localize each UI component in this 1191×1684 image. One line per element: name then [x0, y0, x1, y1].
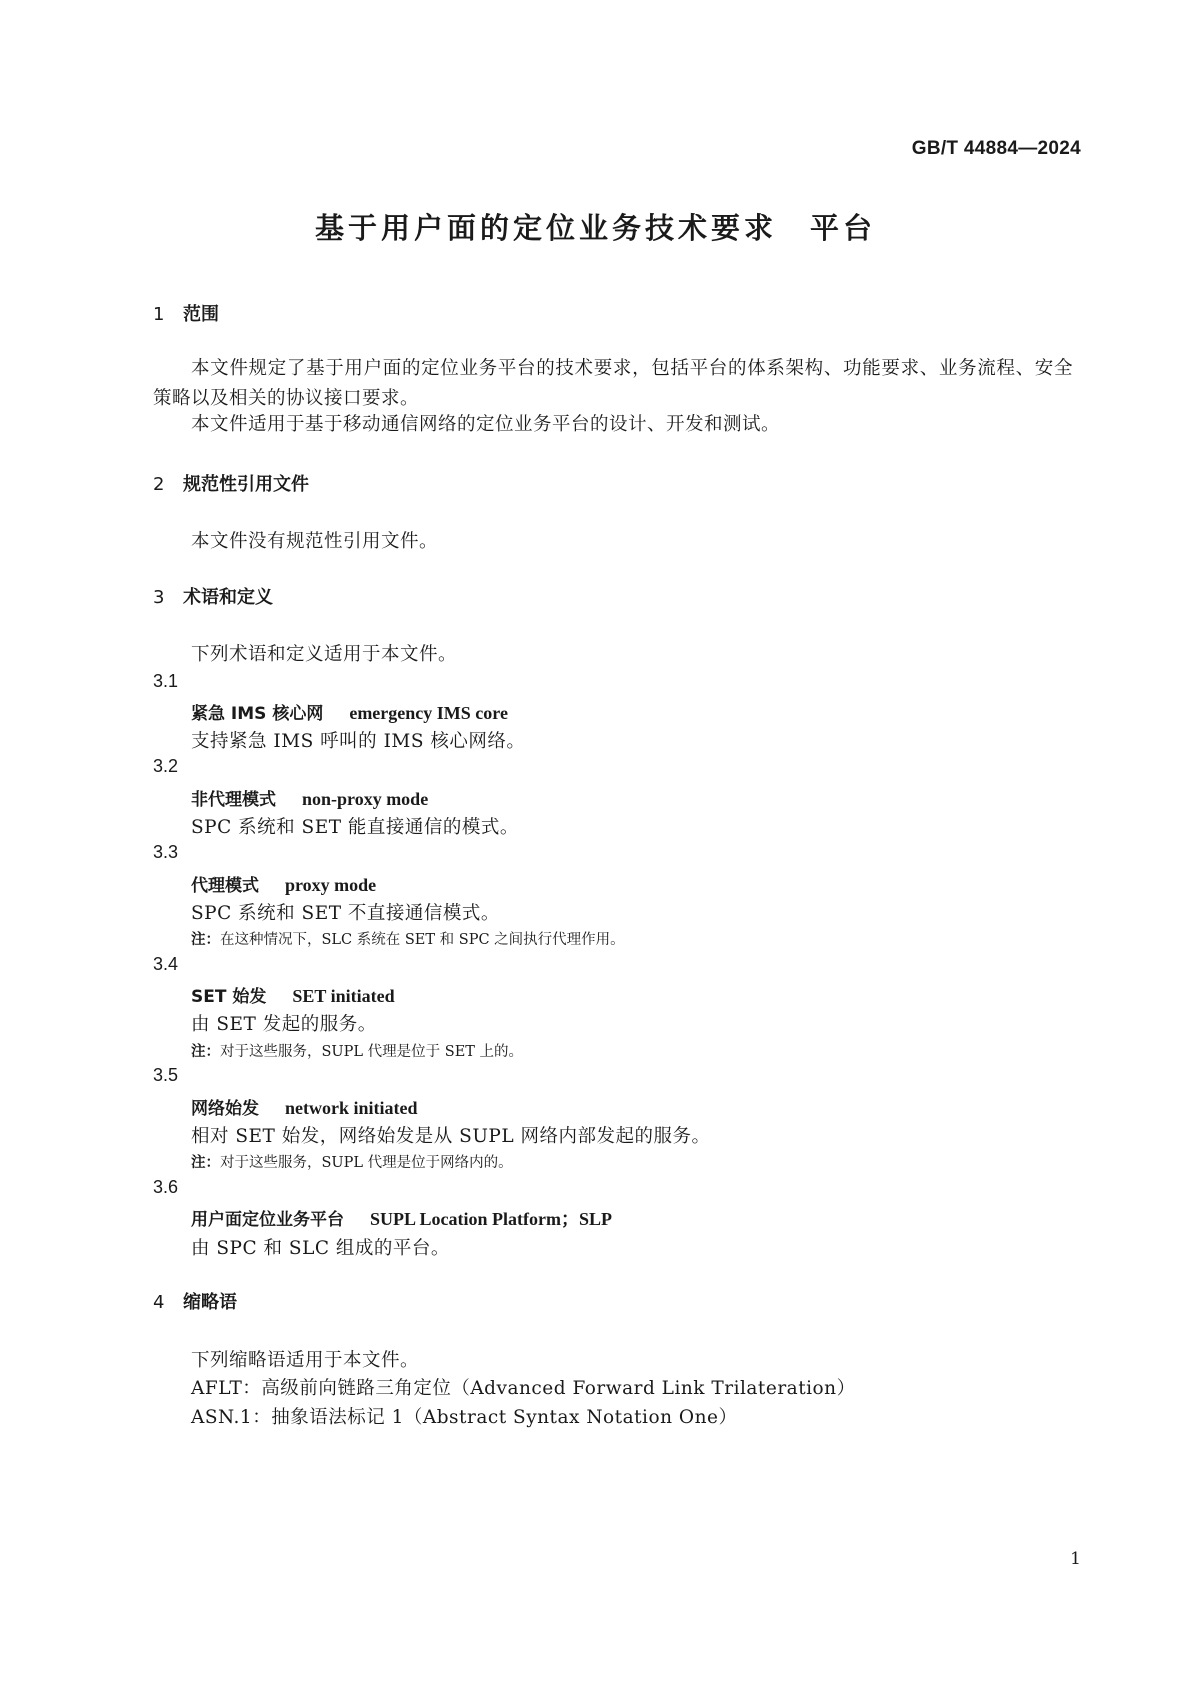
note-label: 注：: [191, 1155, 220, 1171]
term-definition: 支持紧急 IMS 呼叫的 IMS 核心网络。: [191, 731, 526, 752]
term-name-zh: 非代理模式: [191, 790, 276, 810]
section-title: 规范性引用文件: [183, 474, 309, 495]
term-name-en: network initiated: [285, 1098, 418, 1118]
term-name: [191, 1094, 418, 1119]
term-name-en: emergency IMS core: [349, 703, 508, 723]
term-definition: 相对 SET 始发，网络始发是从 SUPL 网络内部发起的服务。: [191, 1126, 711, 1147]
section-2-heading: [153, 470, 309, 496]
section-title: 范围: [183, 304, 219, 325]
term-name: [191, 1205, 612, 1231]
section-number: 1: [153, 304, 165, 325]
term-name-en: non-proxy mode: [302, 789, 429, 809]
section-3-intro: 下列术语和定义适用于本文件。: [191, 644, 458, 665]
section-1-paragraph-1: 本文件规定了基于用户面的定位业务平台的技术要求，包括平台的体系架构、功能要求、业务流程、安全策略以及相关的协议接口要求。: [153, 358, 1073, 409]
term-name: [191, 871, 376, 896]
section-4-heading: [153, 1288, 237, 1314]
term-name-en: SUPL Location Platform；SLP: [370, 1209, 612, 1229]
term-number: 3.5: [153, 1065, 179, 1085]
term-definition: 由 SPC 和 SLC 组成的平台。: [191, 1238, 450, 1259]
section-number: 3: [153, 587, 165, 608]
note-text: 在这种情况下，SLC 系统在 SET 和 SPC 之间执行代理作用。: [220, 932, 625, 948]
note-label: 注：: [191, 932, 220, 948]
term-number: 3.1: [153, 671, 179, 691]
term-name-zh: 代理模式: [191, 876, 259, 896]
note-text: 对于这些服务，SUPL 代理是位于网络内的。: [220, 1155, 513, 1171]
term-definition: 由 SET 发起的服务。: [191, 1014, 377, 1035]
section-title: 术语和定义: [183, 587, 273, 608]
term-definition: SPC 系统和 SET 不直接通信模式。: [191, 903, 500, 924]
page-number: 1: [1070, 1549, 1081, 1569]
term-definition: SPC 系统和 SET 能直接通信的模式。: [191, 817, 519, 838]
section-number: 2: [153, 474, 165, 495]
term-name-en: proxy mode: [285, 875, 377, 895]
term-name: [191, 699, 508, 724]
section-4-intro: 下列缩略语适用于本文件。: [191, 1350, 420, 1371]
section-2-paragraph-1: 本文件没有规范性引用文件。: [191, 531, 439, 552]
section-3-heading: [153, 583, 273, 609]
section-title: 缩略语: [183, 1292, 237, 1313]
term-note: [191, 928, 625, 949]
section-1-paragraph-2: 本文件适用于基于移动通信网络的定位业务平台的设计、开发和测试。: [191, 414, 781, 435]
term-note: [191, 1040, 523, 1061]
term-name-zh: SET 始发: [191, 987, 267, 1007]
term-name-zh: 用户面定位业务平台: [191, 1210, 344, 1230]
term-name: [191, 982, 395, 1007]
abbreviation-item: ASN.1：抽象语法标记 1（Abstract Syntax Notation One）: [191, 1407, 738, 1428]
term-name: [191, 785, 428, 810]
term-number: 3.4: [153, 954, 179, 974]
term-number: 3.6: [153, 1177, 179, 1197]
term-name-zh: 紧急 IMS 核心网: [191, 704, 324, 724]
standard-code: GB/T 44884—2024: [911, 138, 1081, 159]
abbreviation-item: AFLT：高级前向链路三角定位（Advanced Forward Link Trilateration）: [191, 1378, 856, 1399]
term-number: 3.3: [153, 842, 179, 862]
term-number: 3.2: [153, 756, 179, 776]
document-title: 基于用户面的定位业务技术要求 平台: [314, 211, 876, 245]
term-name-zh: 网络始发: [191, 1099, 259, 1119]
section-1-heading: [153, 300, 219, 326]
section-number: 4: [153, 1292, 165, 1313]
note-text: 对于这些服务，SUPL 代理是位于 SET 上的。: [220, 1044, 524, 1060]
term-note: [191, 1151, 513, 1172]
term-name-en: SET initiated: [292, 986, 395, 1006]
note-label: 注：: [191, 1044, 220, 1060]
